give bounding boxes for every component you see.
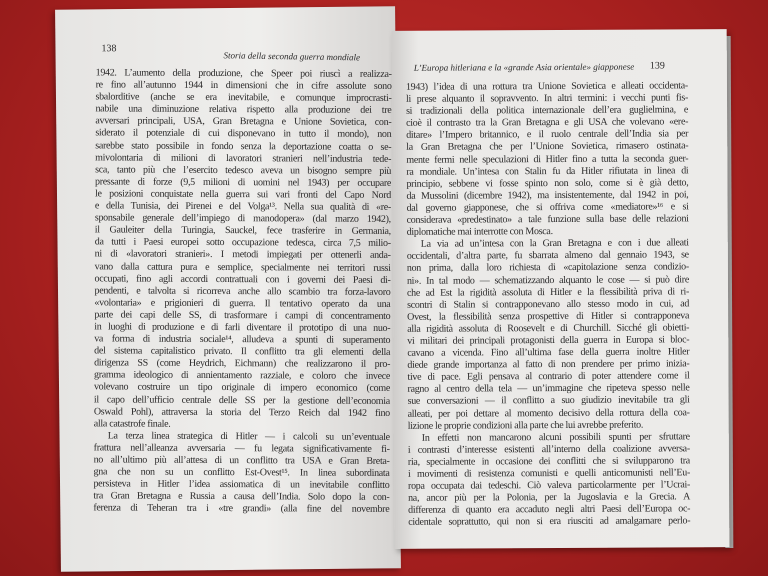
page-body-text [93,67,391,516]
text-line: avversari principali, USA, Gran Bretagna e Unione Sovietica, con- [95,115,392,129]
text-line: cioè il contrasto tra la Gran Bretagna e gli USA che volevano «ere- [406,116,689,130]
right-book-page [392,29,730,549]
text-line: dal governo giapponese, che si offriva come «mediatore»¹⁶ e si [406,201,689,214]
text-line: re fino all’autunno 1944 in dimensioni che in cifre assolute sono [95,79,392,93]
text-line: alla catastrofe finale. [93,418,171,430]
text-line: pressante di forze (9,5 milioni di uomini nel 1943) per occupare [95,176,392,189]
text-line: lizione le proprie condizioni alla parte che lui avrebbe preferito. [407,419,644,432]
text-line: sarebbe stato possibile in fondo senza la deportazione coatta o se- [95,139,392,153]
text-line: ria, specialmente in occasione dei conflitti che si svilupparono tra [407,455,690,468]
text-line: ni di «lavoratori stranieri». I metodi impiegati per ottenerli anda- [94,248,391,262]
page-body-text [406,80,690,529]
text-line: cavano a vicenda. Fino all’ultima fase della guerra inoltre Hitler [407,346,690,359]
text-line: le posizioni conquistate nella guerra sui vari fronti del Capo Nord [94,188,392,201]
text-line: sbalorditive (anche se era inevitabile, e comunque improcrasti- [95,91,392,105]
text-line: ra mondiale. Un’intesa con Stalin fu da Hitler rifiutata in linea di [406,164,689,178]
text-line: ropa occupata dai tedeschi. Ciò valeva particolarmente per l’Ucrai- [408,479,691,492]
text-line: nabile una diminuzione relativa rispetto alla produzione dei tre [95,103,392,117]
text-line: del sistema capitalistico privato. Il conflitto tra gli elementi della [94,345,391,359]
text-line: siderato il potenziale di cui disponevano in tutto il mondo), non [95,127,392,141]
text-line: scontri di Stalin si contrapponevano allo stesso modo in cui, ad [407,298,690,311]
text-line: 1943) l’idea di una rottura tra Unione Sovietica e alleati occidenta- [405,80,688,93]
running-head: Storia della seconda guerra mondiale [223,50,361,63]
text-line: li prese alquanto il sopravvento. In altri termini: i vecchi punti fis- [405,92,689,105]
text-line: sponsabile generale dell’impiego di manodopera» (dal marzo 1942), [94,212,391,226]
text-line: «volontaria» e prigionieri di guerra. Il tentativo operato da una [94,297,391,310]
text-line: alleati, per poi dettare al momento decisivo della rottura della coa- [407,406,690,420]
text-line: considerava «predestinato» a tale funzione sulla base delle relazioni [406,213,689,226]
text-line: Ovest, la flessibilità senza prospettive di Hitler si contrapponeva [407,310,690,323]
text-line: la Gran Bretagna che per l’Unione Sovietica, rimasero ostinata- [406,140,689,154]
text-line: si tradizionali della politica internazionale dell’era guglielmina, e [406,104,689,117]
text-line: occupati, fino agli accordi contrattuali con i governi dei Paesi di- [94,272,391,286]
text-line: tra Gran Bretagna e Russia a causa dell’India. Solo dopo la con- [93,490,390,504]
text-line: Oswald Pohl), attraversa la storia del Terzo Reich dal 1942 fino [93,405,390,419]
text-line: principio, sebbene vi fosse spinto non solo, come si è già detto, [406,177,689,190]
running-head: L’Europa hitleriana e la «grande Asia orientale» giapponese [413,61,635,73]
page-number: 139 [649,60,665,72]
left-book-page [55,6,401,572]
text-line: sue conversazioni — il conflitto a suo giudizio inevitabile tra gli [407,394,690,408]
text-line: na, ancor più per la Polonia, per la Jugoslavia e la Grecia. A [408,491,691,504]
text-line: diplomatiche mai interrotte con Mosca. [406,226,553,238]
text-line: volevano costruire un tipo originale di impero economico (come [93,381,391,395]
text-line: mivolontaria di milioni di lavoratori stranieri nell’industria tede- [95,152,392,165]
text-line: persisteva in Hitler l’idea assiomatica di un inevitabile conflitto [93,478,390,492]
text-line: gna che non su un conflitto Est-Ovest¹⁵. In linea subordinata [93,466,390,480]
text-line: no all’ultimo più all’attesa di un conflitto tra USA e Gran Breta- [93,454,390,467]
text-line: mente fermi nelle speculazioni di Hitler fino a tutta la seconda guer- [406,152,689,166]
text-line: da tutti i Paesi europei sotto occupazione tedesca, circa 7,5 milio- [94,236,391,250]
text-line: pendenti, e talvolta si ricorreva anche allo scambio tra forza-lavoro [94,285,391,298]
text-line: tive di pace. Egli pensava al contrario di poter attendere come il [407,370,690,384]
text-line: ditare» l’Impero britannico, e il ruolo centrale dell’India sia per [406,128,689,142]
text-line: ni». In tal modo — schematizzando alquanto le cose — si può dire [406,273,689,287]
text-line: differenza di quanto era accaduto negli altri Paesi dell’Europa oc- [408,503,691,517]
text-line: ragno al centro della tela — un’immagine che ripeteva spesso nelle [407,382,690,396]
text-line: occidentali, d’altra parte, fu sbarrata almeno dal gennaio 1943, se [406,249,689,263]
text-line: diede grande importanza al fatto di non prendere per primo inizia- [407,358,690,371]
text-line: il Gauleiter della Turingia, Sauckel, fece trasferire in Germania, [94,224,391,238]
text-line: frattura nell’alleanza avversaria — fu legata significativamente fi- [93,442,390,455]
text-line: non prima, dalla loro richiesta di «capitolazione senza condizio- [406,261,689,275]
text-line: dirigenza SS (come Heydrich, Eichmann) che realizzarono il pro- [94,357,391,371]
text-line: 1942. L’aumento della produzione, che Speer poi riuscì a realizza- [95,67,392,80]
text-line: che ad Est la rigidità assoluta di Hitler e la flessibilità priva di ri- [406,285,690,299]
text-line: i contrasti d’interesse esistenti all’interno della coalizione avversa- [407,443,690,456]
page-number: 138 [101,43,117,55]
text-line: vi militari dei principali protagonisti della guerra in Europa si bloc- [407,334,690,347]
text-line: in luoghi di produzione e di farli diventare il prototipo di una nuo- [94,321,391,334]
text-line: sca, tanto più che l’esercito tedesco aveva un bisogno sempre più [95,164,392,177]
text-line: il capo dell’ufficio centrale delle SS per la gestione dell’economia [93,393,390,407]
text-line: cidentale soprattutto, qui non si era riusciti ad amalgamare perlo- [408,515,691,529]
text-line: ferenza di Teheran tra i «tre grandi» (alla fine del novembre [93,502,390,516]
text-line: La via ad un’intesa con la Gran Bretagna e con i due alleati [420,237,689,250]
text-line: In effetti non mancarono alcuni possibili spunti per sfruttare [421,431,690,444]
text-line: e della Tunisia, dei Pirenei e del Volga¹³. Nella sua qualità di «re- [94,200,391,213]
text-line: alla rigidità assoluta di Roosevelt e di Churchill. Sicché gli obietti- [407,322,690,335]
text-line: parte dei capi delle SS, di trasformare i campi di concentramento [94,309,391,322]
text-line: va forma di industria sociale¹⁴, alludeva a spunti di superamento [94,333,391,346]
text-line: gramma ideologico di annientamento razziale, e coloro che invece [94,369,391,383]
text-line: La terza linea strategica di Hitler — i calcoli su un’eventuale [107,430,390,443]
text-line: i movimenti di resistenza comunisti e quelli anticomunisti nell’Eu- [407,467,690,480]
text-line: vano dalla cattura pura e semplice, specialmente nei territori russi [94,260,391,274]
text-line: da Mussolini (dicembre 1942), ma insistentemente, dal 1942 in poi, [406,189,689,202]
